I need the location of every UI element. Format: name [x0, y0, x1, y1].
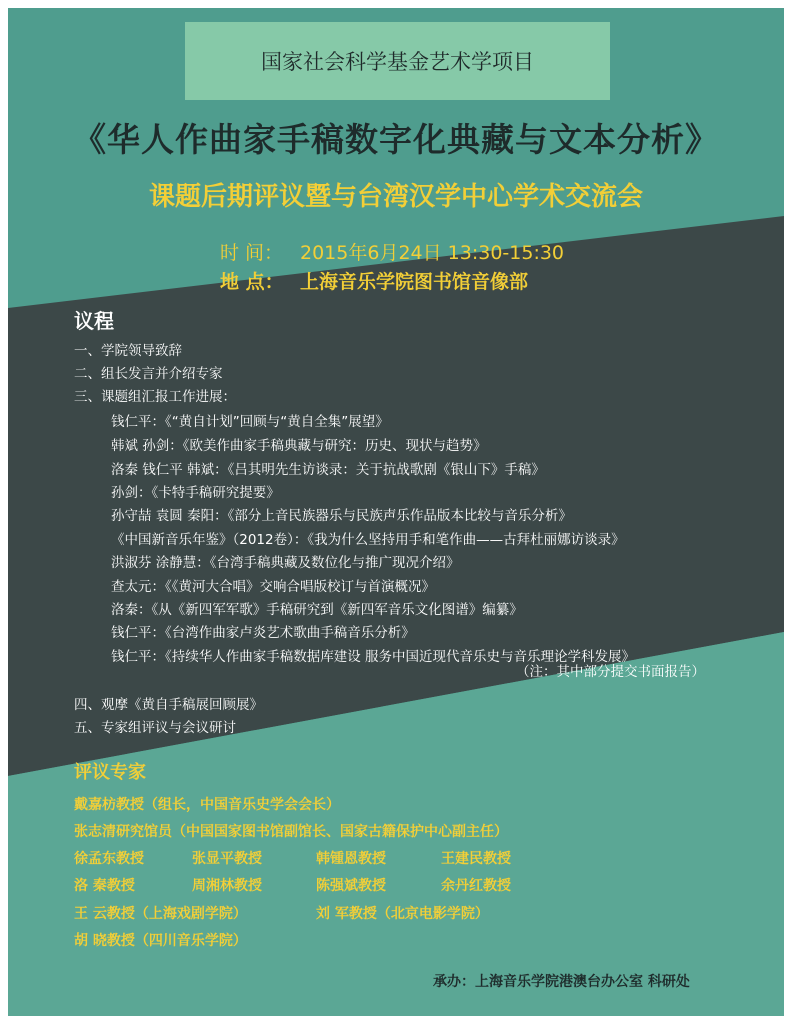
page-title: 《华人作曲家手稿数字化典藏与文本分析》: [73, 120, 719, 159]
agenda-item: 孙剑：《卡特手稿研究提要》: [111, 485, 280, 501]
agenda-item: 五、专家组评议与会议研讨: [74, 720, 236, 736]
expert-entry: 胡 晓教授（四川音乐学院）: [74, 933, 247, 949]
program-banner: [185, 22, 610, 100]
agenda-item: 四、观摩《黄自手稿展回顾展》: [74, 697, 263, 713]
expert-name: 韩锺恩教授: [316, 851, 386, 867]
expert-name: 周湘林教授: [192, 878, 262, 894]
expert-entry: 张志清研究馆员（中国国家图书馆副馆长、国家古籍保护中心副主任）: [74, 824, 508, 840]
expert-name: 陈强斌教授: [316, 878, 386, 894]
program-label: 国家社会科学基金艺术学项目: [261, 50, 534, 74]
agenda-item: 查太元：《《黄河大合唱》交响合唱版校订与首演概况》: [111, 579, 435, 595]
expert-name: 王建民教授: [441, 851, 511, 867]
organizer-line: 承办：上海音乐学院港澳台办公室 科研处: [433, 974, 690, 990]
agenda-item: 一、学院领导致辞: [74, 343, 182, 359]
agenda-item: 《中国新音乐年鉴》（2012卷）：《我为什么坚持用手和笔作曲——古拜杜丽娜访谈录》: [111, 532, 625, 548]
poster: [8, 8, 784, 1016]
expert-name: 余丹红教授: [441, 878, 511, 894]
page-subtitle: 课题后期评议暨与台湾汉学中心学术交流会: [148, 182, 643, 212]
expert-entry: 刘 军教授（北京电影学院）: [316, 906, 489, 922]
agenda-item: 钱仁平：《持续华人作曲家手稿数据库建设 服务中国近现代音乐史与音乐理论学科发展》: [111, 649, 636, 665]
expert-name: 徐孟东教授: [74, 851, 144, 867]
expert-name: 张显平教授: [192, 851, 262, 867]
agenda-item: 二、组长发言并介绍专家: [74, 366, 223, 382]
agenda-item: 三、课题组汇报工作进展：: [74, 389, 236, 405]
place-line: [220, 267, 528, 294]
expert-chair: 戴嘉枋教授（组长，中国音乐史学会会长）: [74, 797, 340, 813]
time-label: 时 间：: [220, 242, 284, 264]
agenda-item: 孙守喆 袁圆 秦阳：《部分上音民族器乐与民族声乐作品版本比较与音乐分析》: [111, 508, 572, 524]
agenda-item: 洛秦 钱仁平 韩斌：《吕其明先生访谈录：关于抗战歌剧《银山下》手稿》: [111, 462, 545, 478]
expert-name: 洛 秦教授: [74, 878, 135, 894]
time-line: [220, 238, 564, 265]
agenda-item: 钱仁平：《台湾作曲家卢炎艺术歌曲手稿音乐分析》: [111, 625, 415, 641]
agenda-item: 钱仁平：《“黄自计划”回顾与“黄自全集”展望》: [111, 414, 389, 430]
expert-entry: 王 云教授（上海戏剧学院）: [74, 906, 247, 922]
time-value: 2015年6月24日 13:30-15:30: [300, 242, 565, 264]
place-value: 上海音乐学院图书馆音像部: [300, 271, 529, 293]
place-label: 地 点：: [220, 271, 284, 293]
agenda-item: 洪淑芬 涂静慧：《台湾手稿典藏及数位化与推广现况介绍》: [111, 555, 460, 571]
agenda-heading: 议程: [74, 309, 114, 333]
experts-heading: 评议专家: [74, 762, 146, 783]
agenda-note: （注：其中部分提交书面报告）: [516, 664, 705, 680]
agenda-item: 韩斌 孙剑：《欧美作曲家手稿典藏与研究：历史、现状与趋势》: [111, 438, 487, 454]
agenda-item: 洛秦：《从《新四军军歌》手稿研究到《新四军音乐文化图谱》编纂》: [111, 602, 523, 618]
